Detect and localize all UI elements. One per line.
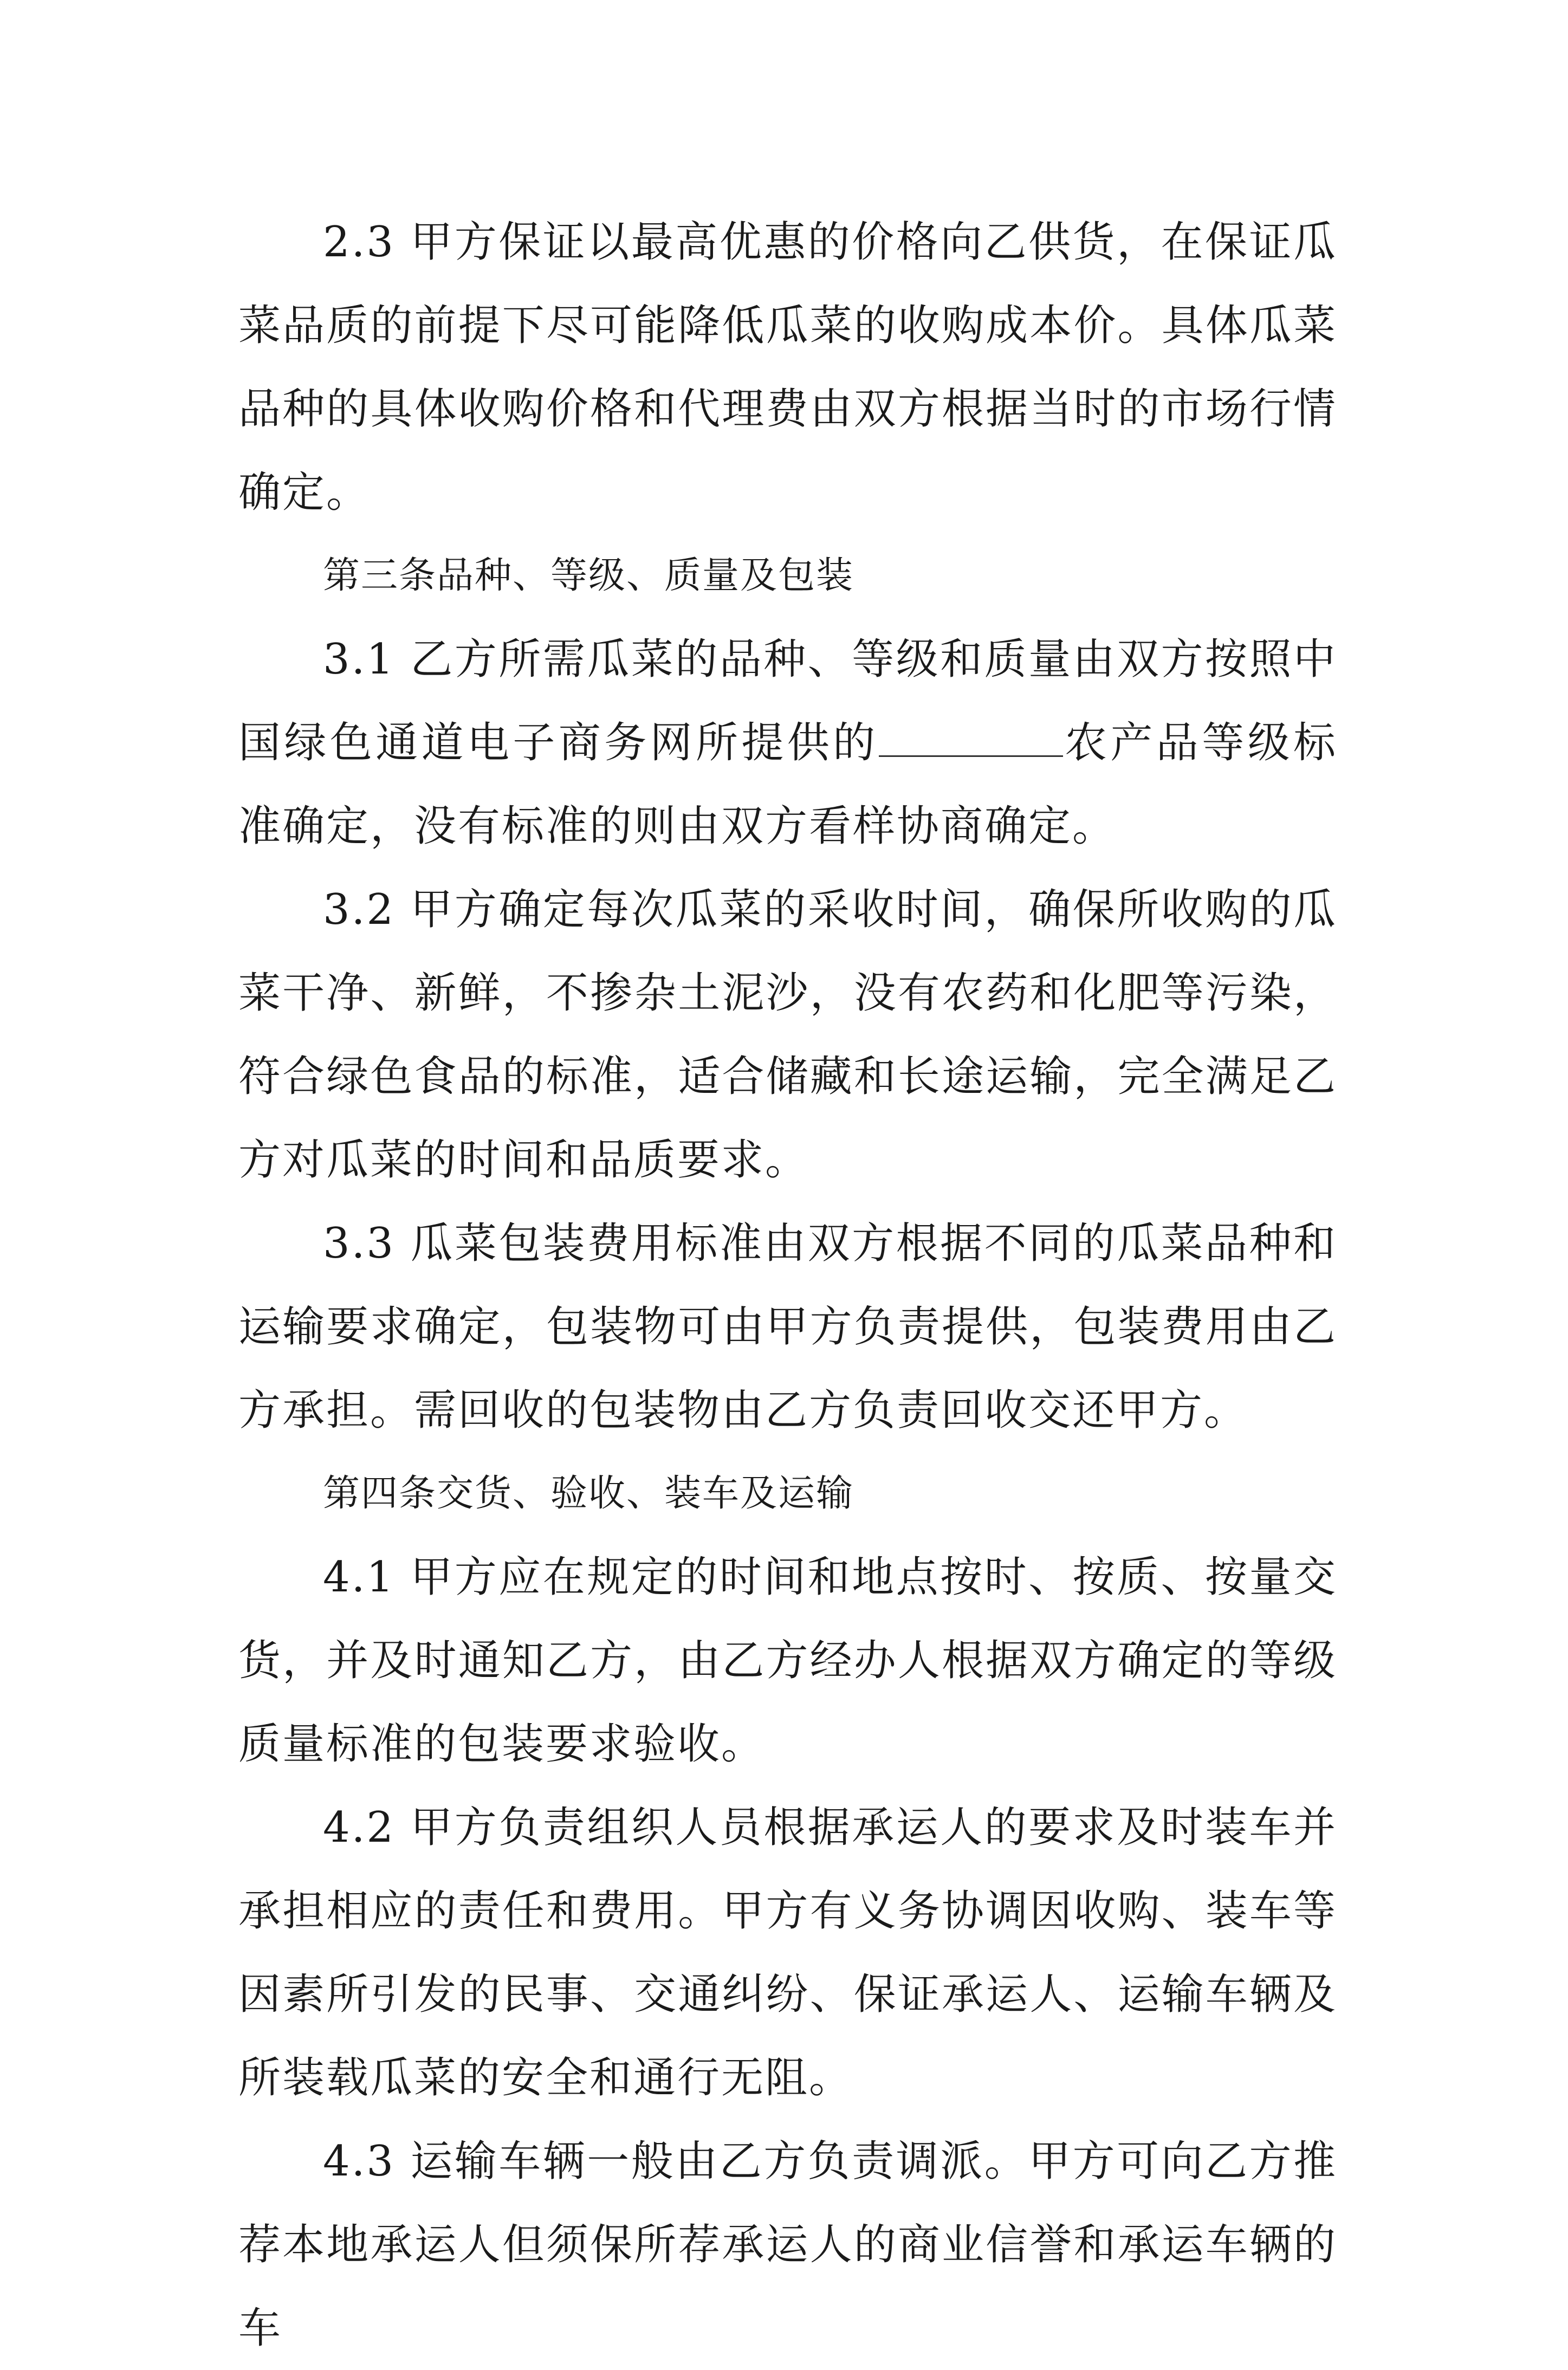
paragraph-3-1-part-2: 农产品等级标准确定，没有标准的则由双方看样协商确定。	[238, 718, 1337, 851]
paragraph-3-2: 3.2 甲方确定每次瓜菜的采收时间，确保所收购的瓜菜干净、新鲜，不掺杂土泥沙，没有农药和化肥等污染，符合绿色食品的标准，适合储藏和长途运输，完全满足乙方对瓜菜的时间和品质要求。	[238, 885, 1337, 1184]
fill-in-blank	[879, 723, 1063, 757]
article-4-heading: 第四条交货、验收、装车及运输	[323, 1472, 854, 1515]
paragraph-4-2: 4.2 甲方负责组织人员根据承运人的要求及时装车并承担相应的责任和费用。甲方有义务协调因收购、装车等因素所引发的民事、交通纠纷、保证承运人、运输车辆及所装载瓜菜的安全和通行无阻。	[238, 1803, 1337, 2102]
document-body	[238, 200, 1337, 2370]
paragraph-4-3: 4.3 运输车辆一般由乙方负责调派。甲方可向乙方推荐本地承运人但须保所荐承运人的商业信誉和承运车辆的车	[238, 2137, 1337, 2353]
paragraph-3-1	[238, 618, 1337, 868]
paragraph-4-1: 4.1 甲方应在规定的时间和地点按时、按质、按量交货，并及时通知乙方，由乙方经办人根据双方确定的等级质量标准的包装要求验收。	[238, 1553, 1337, 1769]
paragraph-3-1-part-1: 3.1 乙方所需瓜菜的品种、等级和质量由双方按照中国绿色通道电子商务网所提供的	[238, 635, 1337, 767]
paragraph-2-3: 2.3 甲方保证以最高优惠的价格向乙供货，在保证瓜菜品质的前提下尽可能降低瓜菜的收购成本价。具体瓜菜品种的具体收购价格和代理费由双方根据当时的市场行情确定。	[238, 218, 1337, 517]
paragraph-3-3: 3.3 瓜菜包装费用标准由双方根据不同的瓜菜品种和运输要求确定，包装物可由甲方负责提供，包装费用由乙方承担。需回收的包装物由乙方负责回收交还甲方。	[238, 1219, 1337, 1435]
article-3-heading: 第三条品种、等级、质量及包装	[323, 554, 854, 597]
